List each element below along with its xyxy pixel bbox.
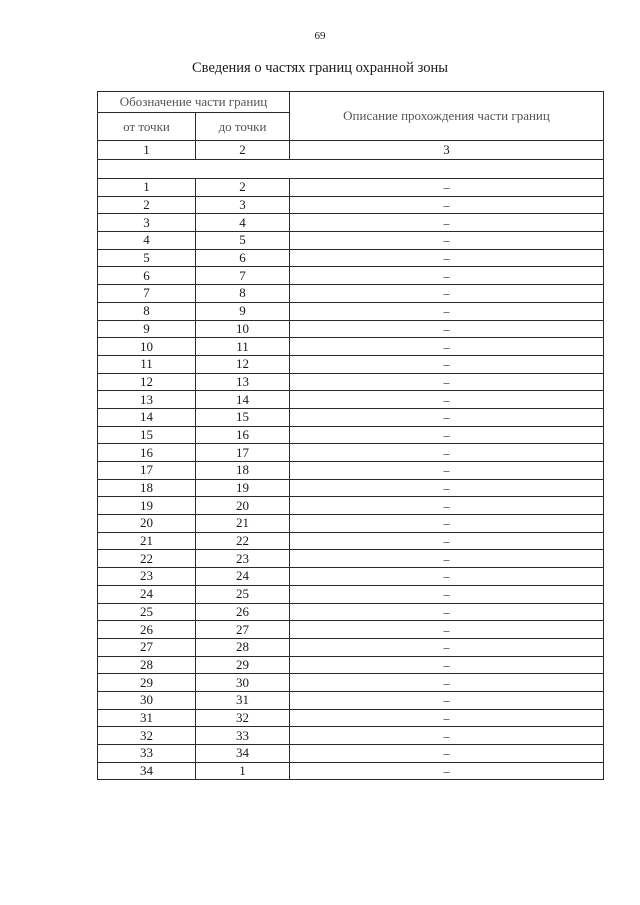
table-row <box>98 444 604 462</box>
to-point-cell: 16 <box>196 426 290 444</box>
to-point-cell: 20 <box>196 497 290 515</box>
header-row <box>98 92 604 113</box>
from-point-cell: 14 <box>98 408 196 426</box>
from-point-cell: 3 <box>98 214 196 232</box>
table-row <box>98 568 604 586</box>
table-row <box>98 373 604 391</box>
column-number-row <box>98 141 604 160</box>
from-point-cell: 17 <box>98 462 196 480</box>
description-cell: – <box>290 727 604 745</box>
table-row <box>98 532 604 550</box>
to-point-cell: 19 <box>196 479 290 497</box>
document-title: Сведения о частях границ охранной зоны <box>192 60 448 76</box>
table-row <box>98 391 604 409</box>
to-point-cell: 25 <box>196 585 290 603</box>
to-point-cell: 32 <box>196 709 290 727</box>
from-point-cell: 8 <box>98 302 196 320</box>
description-cell: – <box>290 391 604 409</box>
description-cell: – <box>290 285 604 303</box>
from-point-cell: 10 <box>98 338 196 356</box>
from-point-cell: 34 <box>98 762 196 780</box>
table-row <box>98 267 604 285</box>
table-row <box>98 727 604 745</box>
from-point-cell: 31 <box>98 709 196 727</box>
description-cell: – <box>290 479 604 497</box>
description-cell: – <box>290 674 604 692</box>
description-cell: – <box>290 568 604 586</box>
table-row <box>98 709 604 727</box>
from-point-cell: 2 <box>98 196 196 214</box>
from-point-cell: 12 <box>98 373 196 391</box>
description-cell: – <box>290 444 604 462</box>
table-row <box>98 179 604 197</box>
description-cell: – <box>290 232 604 250</box>
description-cell: – <box>290 621 604 639</box>
to-point-cell: 2 <box>196 179 290 197</box>
to-point-cell: 7 <box>196 267 290 285</box>
to-point-cell: 4 <box>196 214 290 232</box>
description-cell: – <box>290 691 604 709</box>
description-cell: – <box>290 656 604 674</box>
to-point-cell: 31 <box>196 691 290 709</box>
table-row <box>98 745 604 763</box>
from-point-cell: 25 <box>98 603 196 621</box>
description-cell: – <box>290 196 604 214</box>
table-row <box>98 550 604 568</box>
description-cell: – <box>290 426 604 444</box>
table-row <box>98 497 604 515</box>
to-point-cell: 34 <box>196 745 290 763</box>
description-cell: – <box>290 709 604 727</box>
description-cell: – <box>290 338 604 356</box>
description-cell: – <box>290 408 604 426</box>
from-point-cell: 21 <box>98 532 196 550</box>
table-row <box>98 355 604 373</box>
from-point-cell: 22 <box>98 550 196 568</box>
from-point-cell: 13 <box>98 391 196 409</box>
to-point-cell: 18 <box>196 462 290 480</box>
description-cell: – <box>290 373 604 391</box>
table-row <box>98 462 604 480</box>
from-point-cell: 1 <box>98 179 196 197</box>
to-point-cell: 13 <box>196 373 290 391</box>
from-point-cell: 30 <box>98 691 196 709</box>
table-row <box>98 249 604 267</box>
boundary-parts-table <box>97 91 604 780</box>
table-row <box>98 638 604 656</box>
table-row <box>98 762 604 780</box>
from-point-cell: 33 <box>98 745 196 763</box>
from-point-cell: 6 <box>98 267 196 285</box>
description-cell: – <box>290 249 604 267</box>
table-row <box>98 603 604 621</box>
description-cell: – <box>290 515 604 533</box>
description-cell: – <box>290 214 604 232</box>
to-point-cell: 22 <box>196 532 290 550</box>
from-point-cell: 19 <box>98 497 196 515</box>
from-point-cell: 11 <box>98 355 196 373</box>
to-point-cell: 26 <box>196 603 290 621</box>
description-cell: – <box>290 550 604 568</box>
description-cell: – <box>290 603 604 621</box>
table-row <box>98 196 604 214</box>
to-point-cell: 15 <box>196 408 290 426</box>
table-row <box>98 285 604 303</box>
table-row <box>98 232 604 250</box>
description-cell: – <box>290 320 604 338</box>
description-cell: – <box>290 267 604 285</box>
table-row <box>98 302 604 320</box>
to-point-cell: 30 <box>196 674 290 692</box>
from-point-cell: 27 <box>98 638 196 656</box>
table-row <box>98 214 604 232</box>
from-point-cell: 15 <box>98 426 196 444</box>
table-row <box>98 585 604 603</box>
table-row <box>98 621 604 639</box>
to-point-cell: 17 <box>196 444 290 462</box>
table-row <box>98 674 604 692</box>
table-row <box>98 479 604 497</box>
to-point-cell: 24 <box>196 568 290 586</box>
to-point-cell: 28 <box>196 638 290 656</box>
to-point-cell: 23 <box>196 550 290 568</box>
empty-row <box>98 160 604 179</box>
description-cell: – <box>290 302 604 320</box>
table-row <box>98 426 604 444</box>
from-point-cell: 18 <box>98 479 196 497</box>
from-point-cell: 4 <box>98 232 196 250</box>
to-point-cell: 6 <box>196 249 290 267</box>
from-point-cell: 5 <box>98 249 196 267</box>
from-point-cell: 20 <box>98 515 196 533</box>
description-cell: – <box>290 762 604 780</box>
from-point-cell: 32 <box>98 727 196 745</box>
description-cell: – <box>290 532 604 550</box>
from-point-cell: 29 <box>98 674 196 692</box>
to-point-cell: 9 <box>196 302 290 320</box>
to-point-cell: 10 <box>196 320 290 338</box>
table-row <box>98 691 604 709</box>
description-cell: – <box>290 585 604 603</box>
description-cell: – <box>290 355 604 373</box>
table-row <box>98 656 604 674</box>
description-cell: – <box>290 497 604 515</box>
to-point-cell: 1 <box>196 762 290 780</box>
column-number: 2 <box>196 141 290 160</box>
header-boundary-description: Описание прохождения части границ <box>290 92 604 141</box>
to-point-cell: 11 <box>196 338 290 356</box>
from-point-cell: 23 <box>98 568 196 586</box>
table-row <box>98 338 604 356</box>
column-number: 1 <box>98 141 196 160</box>
column-number: 3 <box>290 141 604 160</box>
to-point-cell: 8 <box>196 285 290 303</box>
header-to-point: до точки <box>196 113 290 141</box>
description-cell: – <box>290 745 604 763</box>
empty-cell <box>98 160 604 179</box>
table-row <box>98 320 604 338</box>
to-point-cell: 29 <box>196 656 290 674</box>
to-point-cell: 5 <box>196 232 290 250</box>
to-point-cell: 27 <box>196 621 290 639</box>
page-number: 69 <box>314 30 326 42</box>
description-cell: – <box>290 638 604 656</box>
header-boundary-designation: Обозначение части границ <box>98 92 290 113</box>
from-point-cell: 24 <box>98 585 196 603</box>
description-cell: – <box>290 179 604 197</box>
to-point-cell: 3 <box>196 196 290 214</box>
from-point-cell: 7 <box>98 285 196 303</box>
to-point-cell: 14 <box>196 391 290 409</box>
from-point-cell: 9 <box>98 320 196 338</box>
header-from-point: от точки <box>98 113 196 141</box>
description-cell: – <box>290 462 604 480</box>
to-point-cell: 12 <box>196 355 290 373</box>
to-point-cell: 33 <box>196 727 290 745</box>
table-row <box>98 515 604 533</box>
from-point-cell: 28 <box>98 656 196 674</box>
table-row <box>98 408 604 426</box>
to-point-cell: 21 <box>196 515 290 533</box>
from-point-cell: 26 <box>98 621 196 639</box>
from-point-cell: 16 <box>98 444 196 462</box>
